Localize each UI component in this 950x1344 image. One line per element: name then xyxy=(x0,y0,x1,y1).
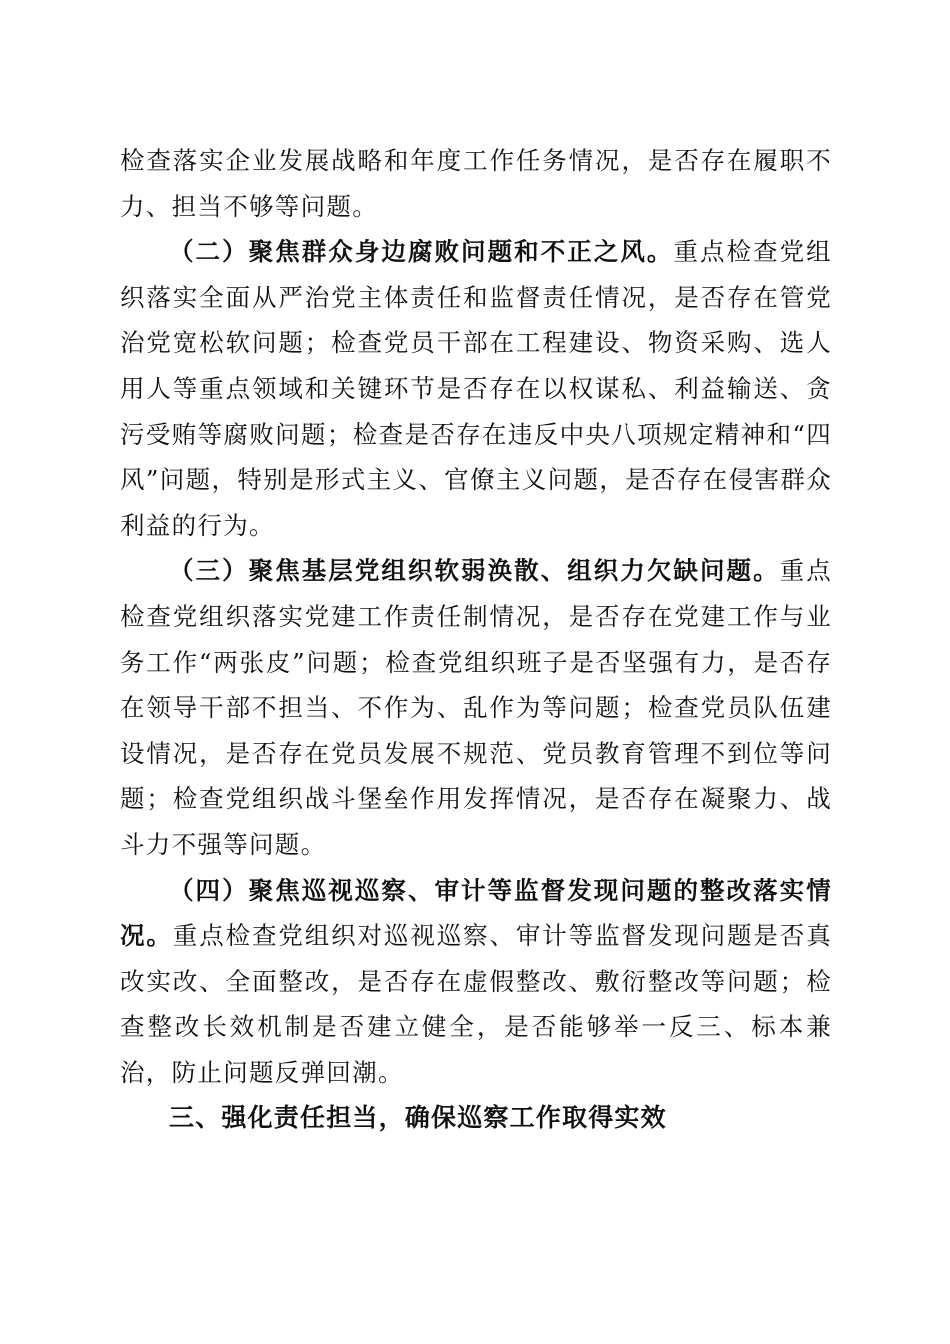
paragraph-lead: （二）聚焦群众身边腐败问题和不正之风。 xyxy=(169,237,674,267)
document-page xyxy=(120,138,832,1141)
paragraph-lead: （三）聚焦基层党组织软弱涣散、组织力欠缺问题。 xyxy=(169,556,780,586)
paragraph-item-3 xyxy=(120,548,832,867)
section-heading: 三、强化责任担当，确保巡察工作取得实效 xyxy=(169,1103,667,1133)
paragraph-body: 重点检查党组织落实全面从严治党主体责任和监督责任情况，是否存在管党治党宽松软问题；检查党员干部在工程建设、物资采购、选人用人等重点领域和关键环节是否存在以权谋私、利益输送、贪污受贿等腐败问题；检查是否存在违反中央八项规定精神和“四风”问题，特别是形式主义、官僚主义问题，是否存在侵害群众利益的行为。 xyxy=(120,237,833,540)
paragraph-body: 重点检查党组织对巡视巡察、审计等监督发现问题是否真改实改、全面整改，是否存在虚假整改、敷衍整改等问题；检查整改长效机制是否建立健全，是否能够举一反三、标本兼治，防止问题反弹回潮。 xyxy=(120,921,833,1087)
paragraph-body: 检查落实企业发展战略和年度工作任务情况，是否存在履职不力、担当不够等问题。 xyxy=(120,146,832,221)
paragraph-item-4 xyxy=(120,868,832,1096)
paragraph-body: 重点检查党组织落实党建工作责任制情况，是否存在党建工作与业务工作“两张皮”问题；检查党组织班子是否坚强有力，是否存在领导干部不担当、不作为、乱作为等问题；检查党员队伍建设情况，是否存在党员发展不规范、党员教育管理不到位等问题；检查党组织战斗堡垒作用发挥情况，是否存在凝聚力、战斗力不强等问题。 xyxy=(120,556,832,859)
paragraph-lead: （四）聚焦巡视巡察、审计等监督发现问题的整改落实情况。 xyxy=(120,875,832,951)
paragraph-continuation xyxy=(120,138,832,229)
paragraph-item-2 xyxy=(120,229,832,548)
